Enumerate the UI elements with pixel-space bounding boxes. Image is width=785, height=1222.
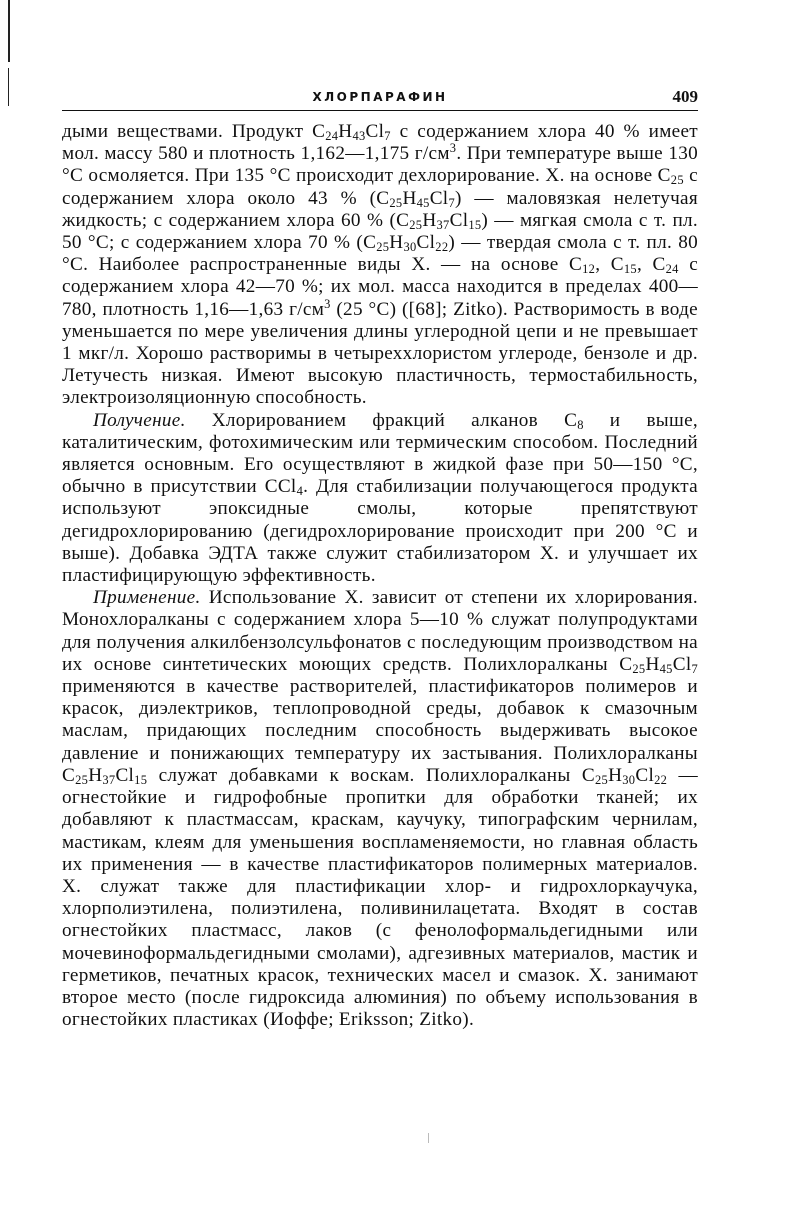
formula-subscript: 25 [75,773,89,787]
formula-subscript: 25 [376,240,390,255]
formula-subscript: 15 [134,773,148,787]
formula-subscript: 15 [623,262,637,277]
formula-subscript: 15 [468,217,482,232]
formula-subscript: 45 [416,195,430,210]
formula-subscript: 22 [654,773,668,787]
formula-subscript: 7 [384,129,391,144]
scan-edge-mark [8,68,9,106]
formula-subscript: 12 [582,262,596,277]
running-header [62,86,698,111]
formula-subscript: 30 [622,773,636,787]
formula-subscript: 37 [436,217,450,232]
article-body [62,121,698,1031]
unit-superscript: 3 [324,296,331,311]
paragraph-application: Применение. Использование Х. зависит от степени их хлорирования. Монохлоралканы с содержанием хлора 5—10 % служат полупродуктами для получения алкилбензолсульфонатов с последующим производством на их основе синтетических моющих средств. Полихлоралканы $C_{25}H_{45}Cl_7$ применяются в качестве растворителей, пластификаторов полимеров и красок, диэлектриков, теплопроводной среды, добавок к смазочным маслам, придающих последним способность выдерживать высокое давление и понижающих температуру их застывания. Полихлоралканы $C_{25}H_{37}Cl_{15}$ служат добавками к воскам. Полихлоралканы $C_{25}H_{30}Cl_{22}$ — огнестойкие и гидрофобные пропитки для обработки тканей; их добавляют к пластмассам, краскам, каучуку, типографским чернилам, мастикам, клеям для уменьшения воспламеняемости, но главная область их применения — в качестве пластификаторов полимерных материалов. Х. служат также для пластификации хлор- и гидрохлоркаучука, хлорполиэтилена, полиэтилена, поливинилацетата. Входят в состав огнестойких пластмасс, лаков (с фенолоформальдегидными или мочевиноформальдегидными смолами), адгезивных материалов, мастик и герметиков, печатных красок, технических масел и смазок. Х. занимают второе место (после гидроксида алюминия) по объему использования в огнестойких пластиках (Иоффе; Eriksson; Zitko). [62,587,698,1031]
formula-subscript: 25 [595,773,609,787]
formula-subscript: 25 [409,217,423,232]
formula-subscript: 7 [448,195,455,210]
book-page [62,86,698,1031]
formula-subscript: 4 [296,484,304,499]
formula-subscript: 30 [403,240,417,255]
formula-subscript: 25 [389,195,403,210]
page-number: 409 [672,87,698,106]
section-lead: Применение. [93,587,201,609]
formula-subscript: 8 [577,417,584,432]
formula-subscript: 25 [632,661,646,676]
running-title: ХЛОРПАРАФИН [312,90,448,104]
scan-speck [428,1133,429,1143]
formula-subscript: 37 [102,773,116,787]
scan-edge-mark [8,0,10,62]
paragraph-production: Получение. Хлорированием фракций алканов $C_8$ и выше, каталитическим, фотохимическим или термическим способом. Последний является основным. Его осуществляют в жидкой фазе при 50—150 °С, обычно в присутствии CCl$_4$. Для стабилизации получающегося продукта используют эпоксидные смолы, которые препятствуют дегидрохлорированию (дегидрохлорирование происходит при 200 °С и выше). Добавка ЭДТА также служит стабилизатором Х. и улучшает их пластифицирующую эффективность. [62,409,698,587]
formula-subscript: 25 [670,173,684,188]
paragraph-properties: дыми веществами. Продукт $C_{24}H_{43}Cl_7$ с содержанием хлора 40 % имеет мол. массу 580 и плотность 1,162—1,175 $г/см^3$. При температуре выше 130 °С осмоляется. При 135 °С происходит дехлорирование. Х. на основе $C_{25}$ с содержанием хлора около 43 % $(C_{25}H_{45}Cl_7)$ — маловязкая нелетучая жидкость; с содержанием хлора 60 % $(C_{25}H_{37}Cl_{15})$ — мягкая смола с т. пл. 50 °С; с содержанием хлора 70 % $(C_{25}H_{30}Cl_{22})$ — твердая смола с т. пл. 80 °С. Наиболее распространенные виды Х. — на основе $C_{12}$, $C_{15}$, $C_{24}$ с содержанием хлора 42—70 %; их мол. масса находится в пределах 400—780, плотность 1,16—1,63 $г/см^3$ (25 °С) ([68]; Zitko). Растворимость в воде уменьшается по мере увеличения длины углеродной цепи и не превышает 1 мкг/л. Хорошо растворимы в четыреххлористом углероде, бензоле и др. Летучесть низкая. Имеют высокую пластичность, термостабильность, электроизоляционную способность. [62,121,699,409]
formula-subscript: 24 [665,262,679,277]
formula-subscript: 22 [435,240,449,255]
formula-subscript: 7 [691,661,698,676]
formula-subscript: 43 [352,129,366,144]
section-lead: Получение. [93,409,186,431]
formula-subscript: 24 [325,129,339,144]
unit-superscript: 3 [449,141,457,156]
formula-subscript: 45 [659,661,673,676]
